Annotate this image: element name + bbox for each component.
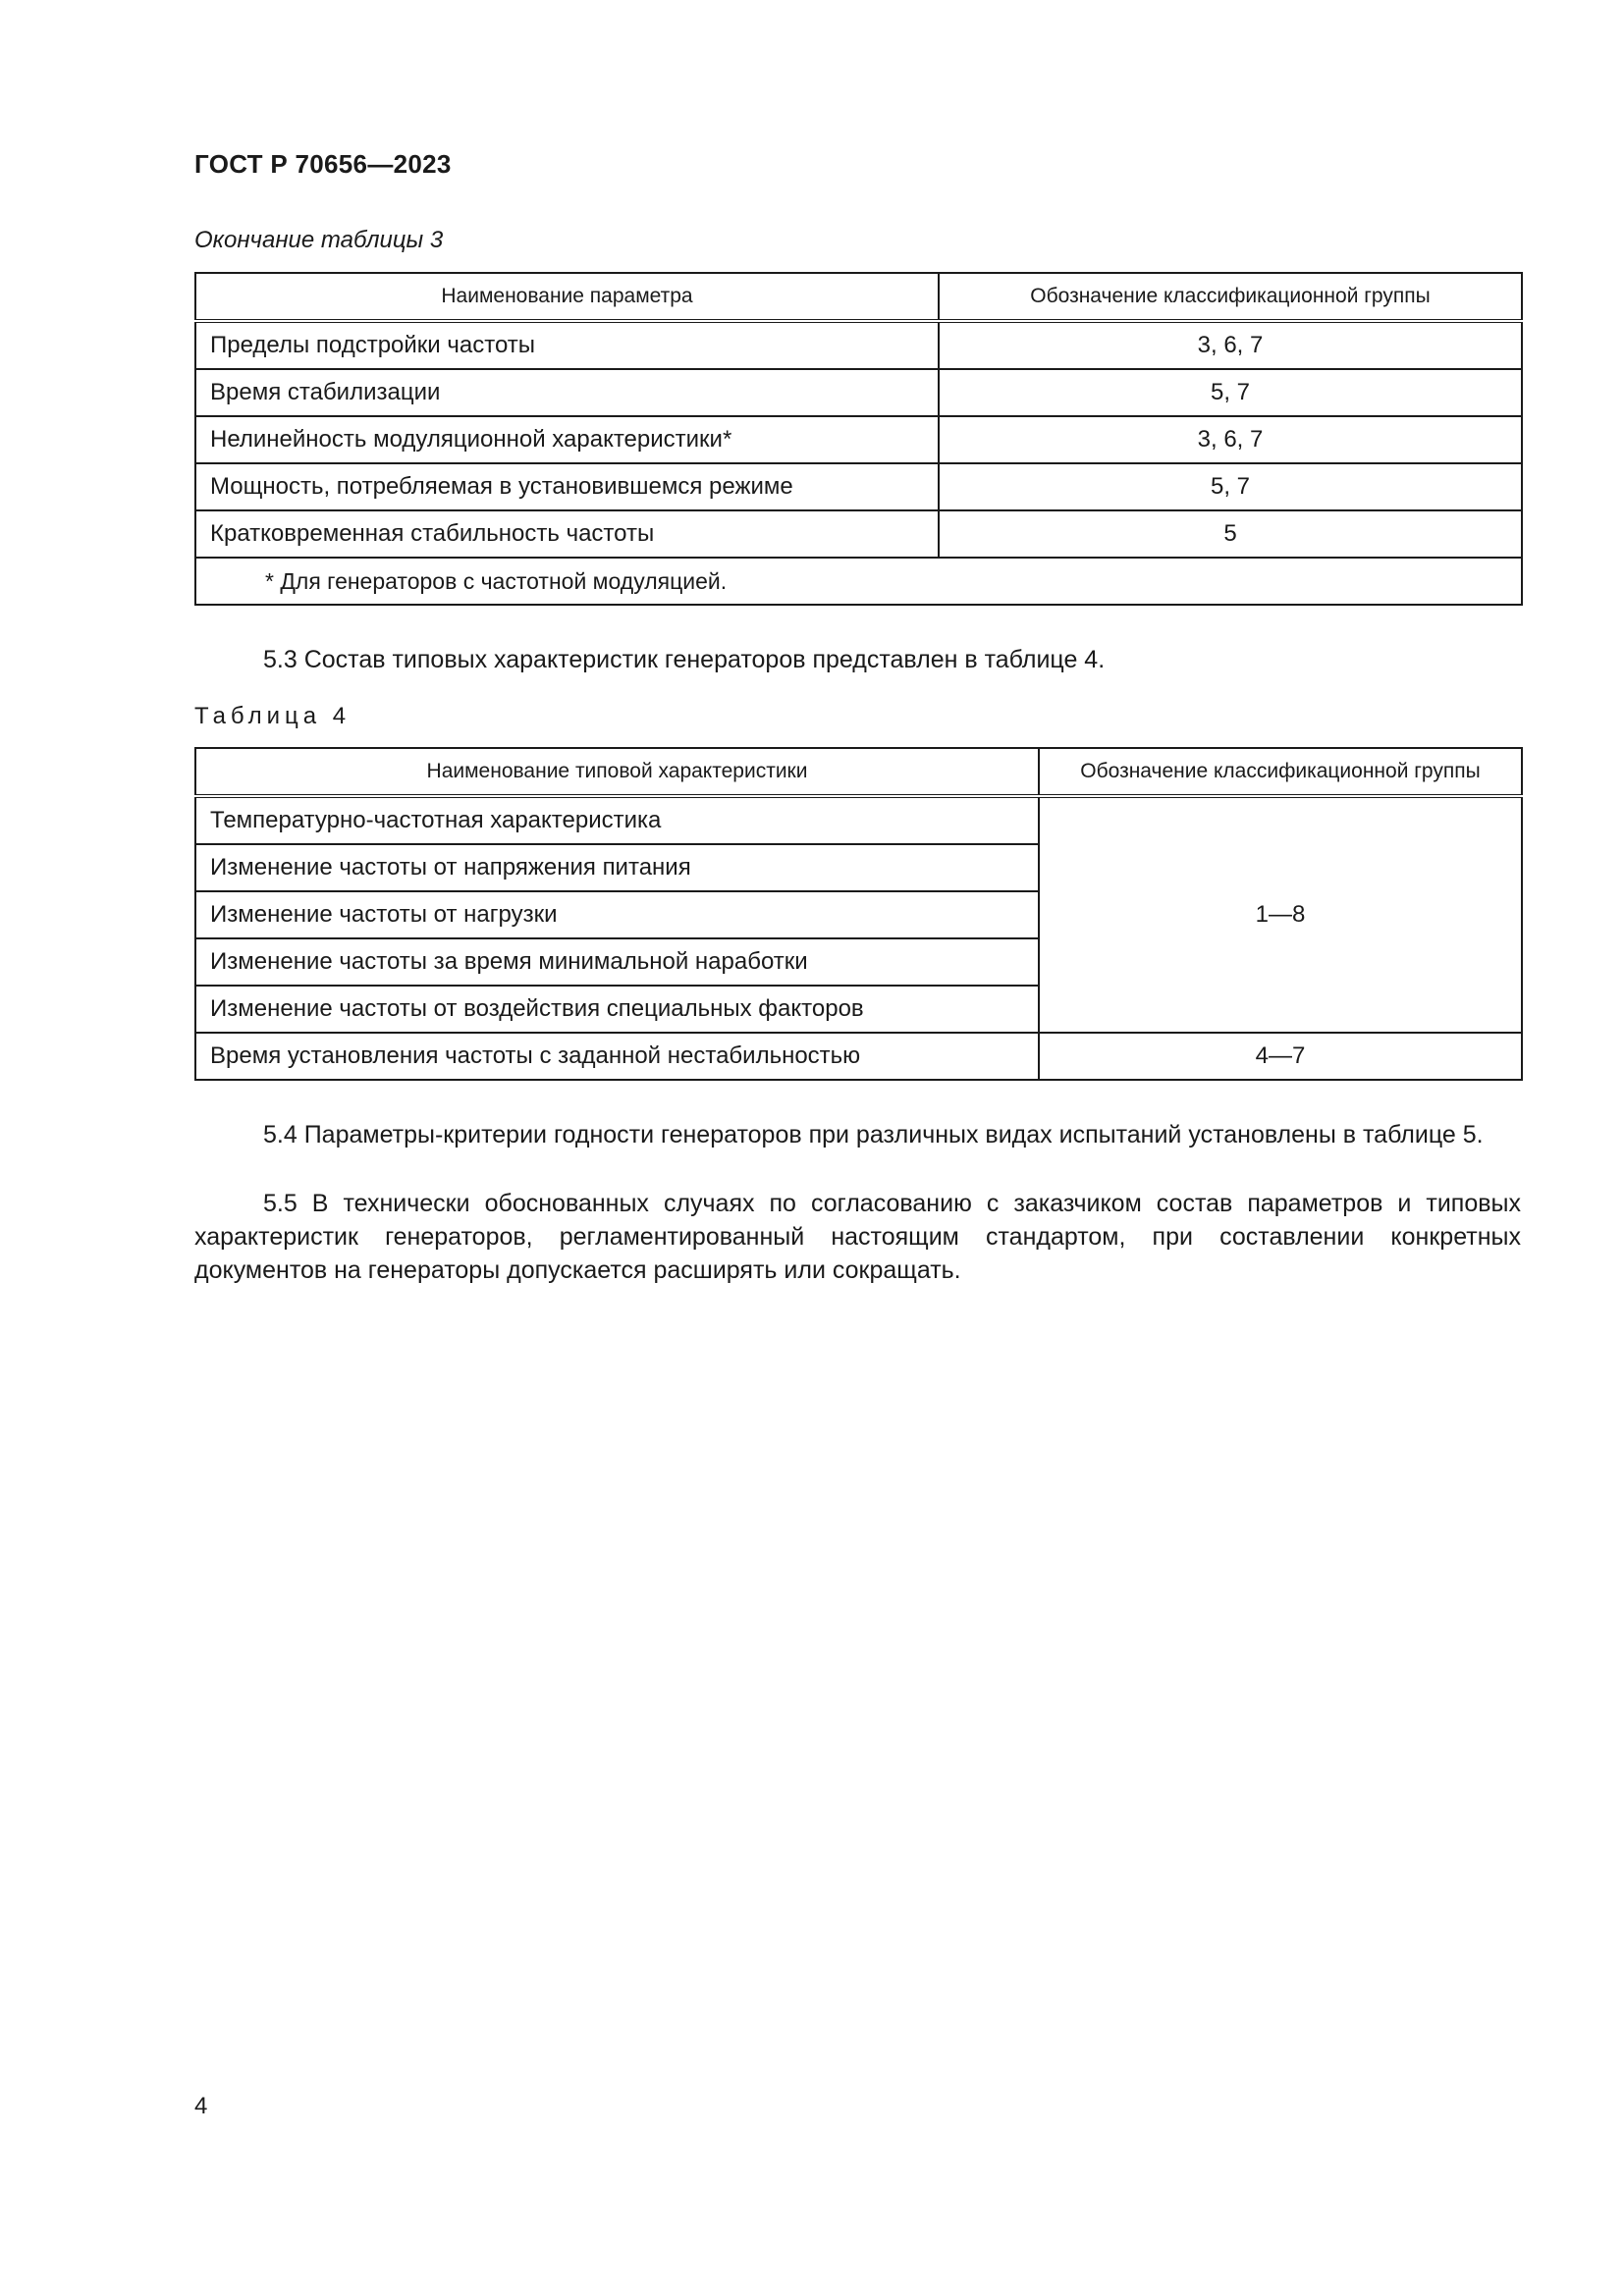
table-row	[195, 369, 1522, 416]
characteristic-name: Время установления частоты с заданной нестабильностью	[195, 1033, 1039, 1080]
paragraph-5-4: 5.4 Параметры-критерии годности генераторов при различных видах испытаний установлены в таблице 5.	[263, 1121, 1484, 1148]
characteristic-name: Изменение частоты от нагрузки	[195, 891, 1039, 938]
table-3	[194, 272, 1523, 606]
group-designation: 3, 6, 7	[939, 416, 1522, 463]
table-row	[195, 321, 1522, 369]
column-header-characteristic: Наименование типовой характеристики	[195, 748, 1039, 796]
group-designation: 3, 6, 7	[939, 321, 1522, 369]
characteristic-name: Изменение частоты от воздействия специальных факторов	[195, 986, 1039, 1033]
column-header-parameter: Наименование параметра	[195, 273, 939, 321]
group-designation: 4—7	[1039, 1033, 1522, 1080]
document-code: ГОСТ Р 70656—2023	[194, 149, 452, 179]
characteristic-name: Изменение частоты за время минимальной наработки	[195, 938, 1039, 986]
table-4	[194, 747, 1523, 1081]
table3-continuation-caption: Окончание таблицы 3	[194, 227, 444, 253]
table-row	[195, 1033, 1522, 1080]
group-designation: 5, 7	[939, 463, 1522, 510]
characteristic-name: Температурно-частотная характеристика	[195, 796, 1039, 844]
table-row	[195, 463, 1522, 510]
paragraph-5-5: 5.5 В технически обоснованных случаях по согласованию с заказчиком состав параметров и типовых характеристик генераторов, регламентированный настоящим стандартом, при составлении конкретных документов на генераторы допускается расширять или сокращать.	[194, 1190, 1521, 1284]
parameter-name: Нелинейность модуляционной характеристики*	[195, 416, 939, 463]
paragraph-5-3: 5.3 Состав типовых характеристик генераторов представлен в таблице 4.	[263, 646, 1106, 673]
table-row	[195, 796, 1522, 844]
group-designation: 5	[939, 510, 1522, 558]
table-header-row	[195, 273, 1522, 321]
column-header-group: Обозначение классификационной группы	[1039, 748, 1522, 796]
group-designation: 5, 7	[939, 369, 1522, 416]
table-header-row	[195, 748, 1522, 796]
parameter-name: Время стабилизации	[195, 369, 939, 416]
table-footnote: * Для генераторов с частотной модуляцией.	[195, 558, 1522, 605]
parameter-name: Кратковременная стабильность частоты	[195, 510, 939, 558]
parameter-name: Пределы подстройки частоты	[195, 321, 939, 369]
column-header-group: Обозначение классификационной группы	[939, 273, 1522, 321]
table-row	[195, 416, 1522, 463]
parameter-name: Мощность, потребляемая в установившемся режиме	[195, 463, 939, 510]
table-row	[195, 510, 1522, 558]
characteristic-name: Изменение частоты от напряжения питания	[195, 844, 1039, 891]
merged-group-designation: 1—8	[1039, 796, 1522, 1033]
table4-label: Таблица 4	[194, 703, 352, 729]
table-footnote-row	[195, 558, 1522, 605]
page-number: 4	[194, 2093, 208, 2119]
